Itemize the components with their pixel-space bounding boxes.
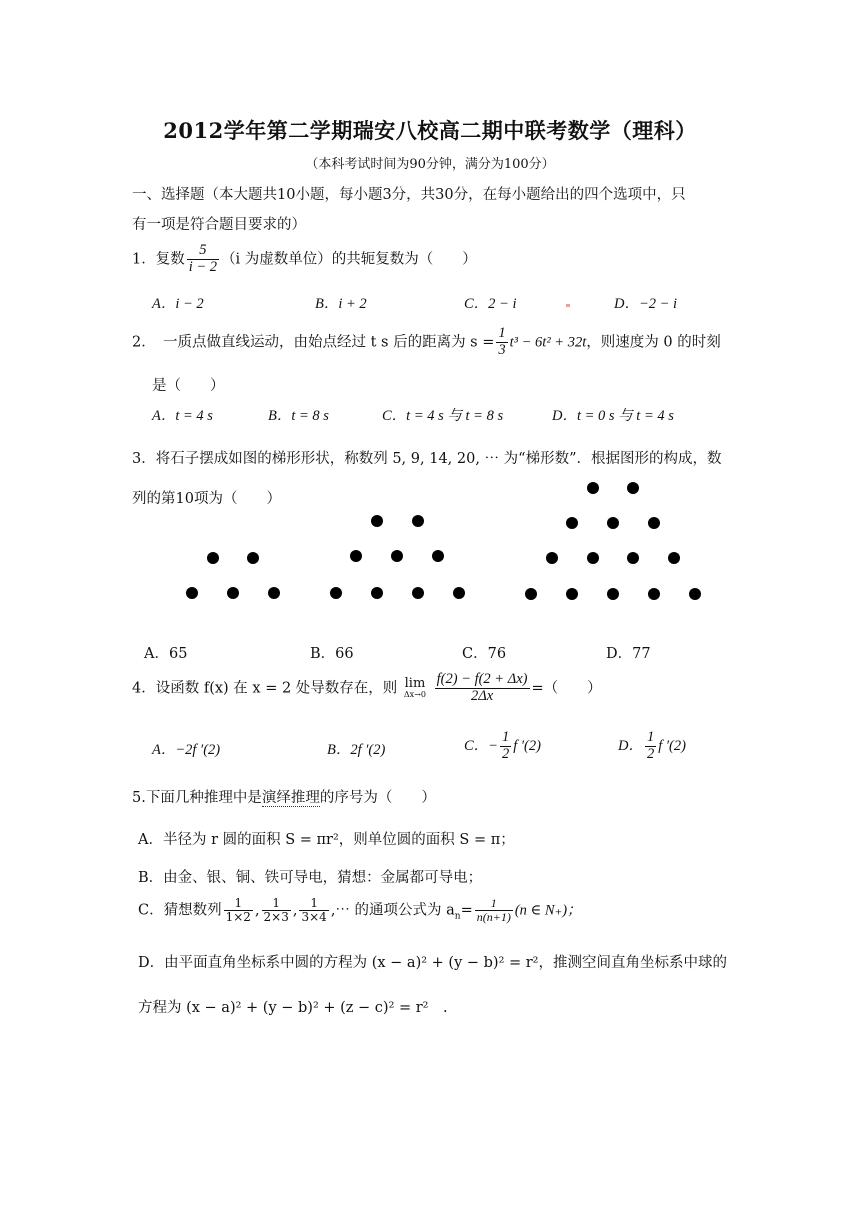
stone-dot [391, 550, 403, 562]
term-fraction [262, 897, 291, 924]
stone-dot [546, 552, 558, 564]
page-title: 2012学年第二学期瑞安八校高二期中联考数学（理科） [163, 118, 697, 143]
opt-num: 1 [501, 729, 510, 745]
q2-suffix: ，则速度为 0 的时刻 [586, 334, 721, 351]
limit-symbol [404, 677, 426, 700]
stone-dot [330, 587, 342, 599]
q2-option-c: C．t = 4 s 与 t = 8 s [382, 408, 504, 424]
question-1 [132, 243, 477, 276]
q4-option-d [618, 730, 686, 763]
c-sub: n [454, 911, 461, 922]
section-heading-cont: 有一项是符合题目要求的） [132, 217, 306, 233]
stone-dot [668, 552, 680, 564]
opt-expr: 2f ′(2) [350, 742, 386, 758]
stone-dot [371, 587, 383, 599]
q2-den: 3 [498, 341, 506, 358]
stone-dot [566, 588, 578, 600]
opt-den: 2 [501, 745, 510, 762]
stone-dot [207, 552, 219, 564]
c-mid: ,⋯ 的通项公式为 a [330, 902, 455, 919]
q2-fraction [496, 326, 507, 359]
stone-dot [412, 515, 424, 527]
q1-option-c: C．2 − i [464, 296, 517, 312]
term-fraction [299, 897, 328, 924]
q5-option-d: D．由平面直角坐标系中圆的方程为 (x − a)² + (y − b)² = r²，推测空间直角坐标系中球的 [138, 955, 727, 971]
stone-dot [648, 517, 660, 529]
q4-option-c [464, 730, 541, 763]
opt-label: B． [327, 742, 351, 758]
gt-num: 1 [475, 897, 513, 911]
q5-option-a: A．半径为 r 圆的面积 S = πr²，则单位圆的面积 S = π； [138, 832, 515, 848]
q2-option-a: A．t = 4 s [152, 408, 213, 424]
gt-den: n(n+1) [476, 910, 511, 925]
q4-option-b [327, 738, 385, 759]
term-den: 2×3 [263, 910, 289, 925]
stone-dot [268, 587, 280, 599]
stone-dot [587, 552, 599, 564]
opt-sign: − [488, 737, 498, 754]
stone-dot [607, 517, 619, 529]
stone-dot [648, 588, 660, 600]
term-fraction [224, 897, 253, 924]
stone-dot [587, 482, 599, 494]
question-5 [132, 786, 436, 807]
c-suffix: (n ∈ N₊)； [514, 902, 582, 919]
stone-dot [412, 587, 424, 599]
q3-option-c: C．76 [462, 646, 507, 662]
opt-label: C． [464, 737, 489, 754]
term-den: 3×4 [301, 910, 327, 925]
q1-den: i − 2 [188, 258, 218, 275]
q2-num: 1 [498, 325, 506, 341]
opt-expr: f ′(2) [658, 737, 686, 754]
opt-label: A． [152, 742, 176, 758]
stone-dot [247, 552, 259, 564]
question-2 [132, 326, 721, 359]
q5-suffix: 的序号为（ ） [319, 790, 436, 806]
q2-option-b: B．t = 8 s [268, 408, 329, 424]
q5-option-b: B．由金、银、铜、铁可导电，猜想：金属都可导电； [138, 870, 483, 886]
q5-emphasis: 演绎推理 [261, 790, 320, 806]
stone-dot [227, 587, 239, 599]
q3-option-d: D．77 [606, 646, 651, 662]
question-4 [132, 672, 602, 705]
stone-dot [186, 587, 198, 599]
general-term-fraction [475, 897, 513, 924]
question-3-cont: 列的第10项为（ ） [132, 491, 281, 507]
q4-den: 2Δx [470, 687, 494, 704]
stone-dot [689, 588, 701, 600]
q1-prefix: 1．复数 [132, 251, 185, 268]
stone-dot [350, 550, 362, 562]
opt-label: D． [618, 737, 643, 754]
q1-option-b: B．i + 2 [315, 296, 367, 312]
opt-expr: f ′(2) [513, 737, 541, 754]
opt-num: 1 [646, 729, 655, 745]
stone-dot [627, 552, 639, 564]
q4-fraction [435, 672, 530, 705]
section-heading: 一、选择题（本大题共10小题，每小题3分，共30分，在每小题给出的四个选项中，只 [132, 187, 686, 203]
term-num: 1 [262, 897, 291, 911]
term-num: 1 [299, 897, 328, 911]
stone-dot [627, 482, 639, 494]
exam-info: （本科考试时间为90分钟，满分为100分） [305, 157, 555, 172]
stone-dot [453, 587, 465, 599]
q2-line2: 是（ ） [152, 378, 225, 394]
opt-expr: −2f ′(2) [175, 742, 221, 758]
question-3: 3．将石子摆成如图的梯形形状，称数列 5, 9, 14, 20, ⋯ 为“梯形数”．根据图形的构成，数 [132, 451, 722, 467]
stone-dot [432, 550, 444, 562]
q1-option-d: D．−2 − i [614, 296, 678, 312]
lim-word: lim [404, 675, 426, 691]
q1-suffix: （i 为虚数单位）的共轭复数为（ ） [221, 251, 477, 268]
q4-prefix: 4．设函数 f(x) 在 x = 2 处导数存在，则 [132, 680, 398, 697]
q2-expr: t³ − 6t² + 32t [509, 334, 587, 351]
q4-option-a [152, 738, 220, 759]
stone-dot [525, 588, 537, 600]
q1-fraction [187, 243, 219, 276]
lim-sub: Δx→0 [403, 690, 426, 700]
q2-option-d: D．t = 0 s 与 t = 4 s [552, 408, 674, 424]
c-prefix: C．猜想数列 [138, 902, 222, 919]
stone-dot [371, 515, 383, 527]
q1-num: 5 [187, 243, 219, 260]
q3-option-b: B．66 [310, 646, 354, 662]
q5-option-d-cont: 方程为 (x − a)² + (y − b)² + (z − c)² = r² . [138, 1000, 448, 1016]
q5-option-c: C．猜想数列 $\frac{1}{1\times 2}$ , $\frac{1}{2\times 3}$ , $\frac{1}{3\times 4}$ ,⋯ 的通项公式为 $a_n=$ $\frac{1}{n(n+1)}$ (n ∈ N₊)； [138, 896, 582, 925]
q4-num: f(2) − f(2 + Δx) [436, 671, 528, 687]
q3-option-a: A．65 [144, 646, 188, 662]
q4-suffix: =（ ） [531, 680, 602, 697]
opt-fraction [645, 730, 656, 763]
stone-dot [607, 588, 619, 600]
q5-prefix: 5.下面几种推理中是 [132, 790, 262, 806]
opt-den: 2 [646, 745, 655, 762]
c-eq: = [460, 902, 473, 919]
stone-dot [566, 517, 578, 529]
term-num: 1 [224, 897, 253, 911]
red-mark [566, 304, 570, 307]
q2-prefix: 2． 一质点做直线运动，由始点经过 t s 后的距离为 s = [132, 334, 495, 351]
q1-option-a: A．i − 2 [152, 296, 204, 312]
opt-fraction [500, 730, 511, 763]
term-den: 1×2 [225, 910, 251, 925]
